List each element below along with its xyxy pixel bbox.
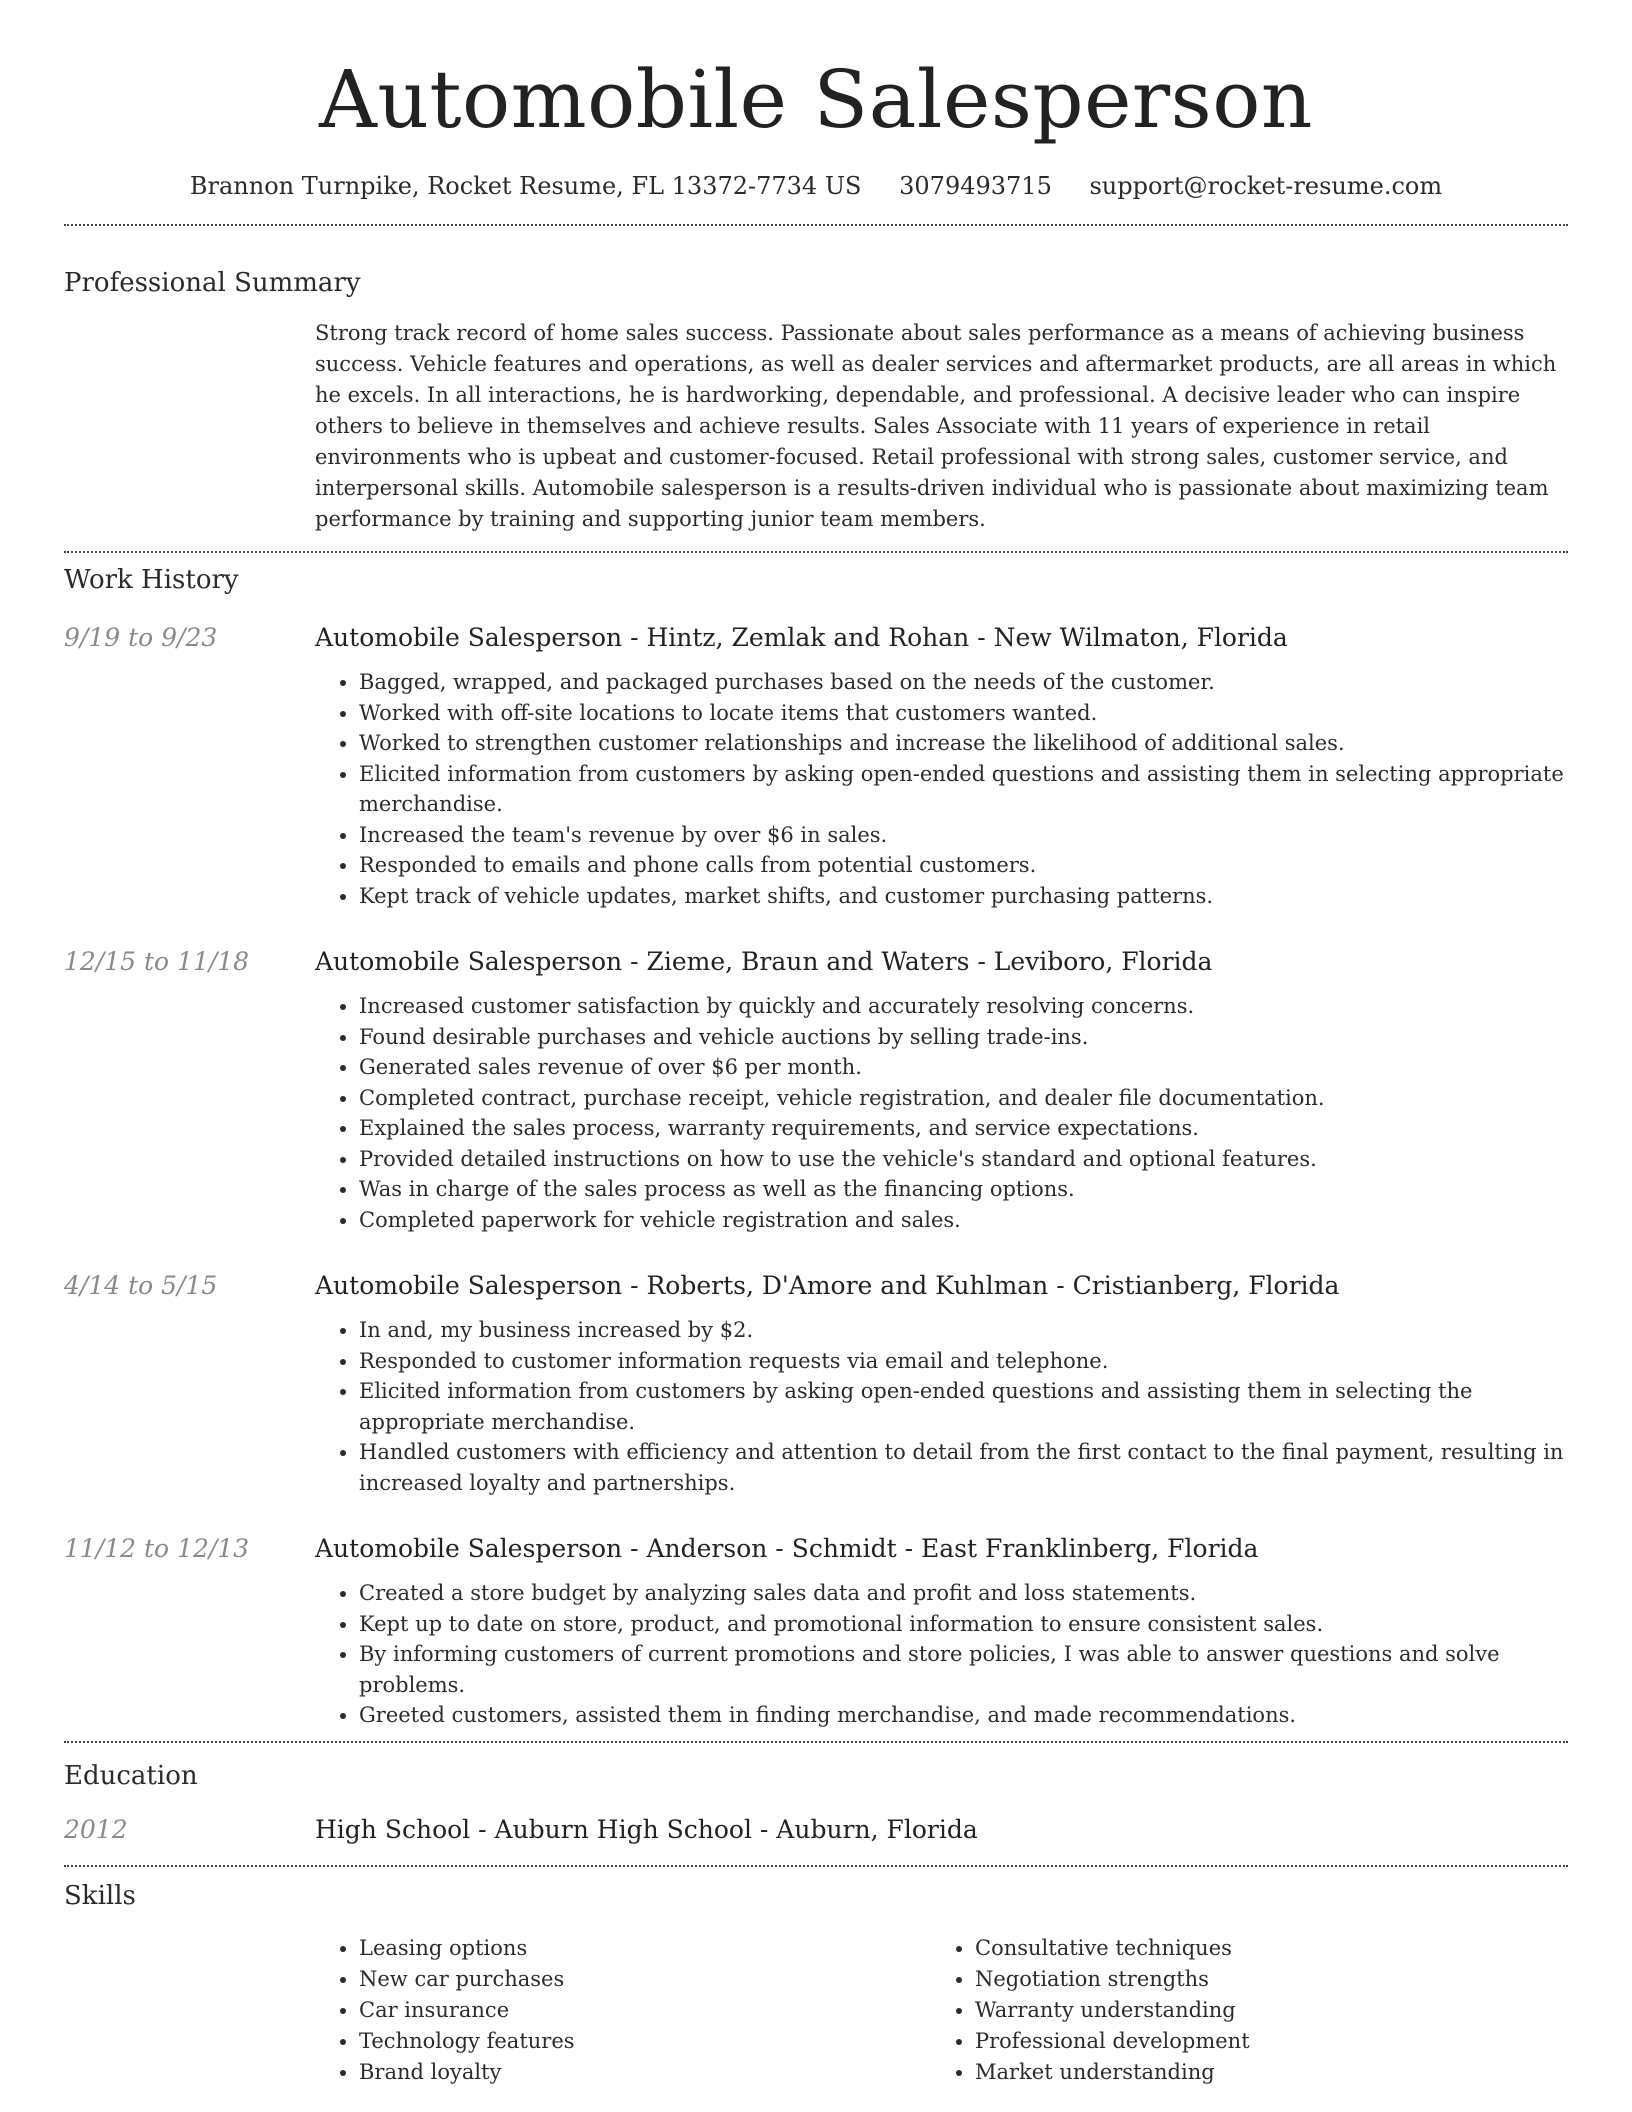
resume-page [64, 0, 1568, 2088]
list-item: • Was in charge of the sales process as well as the financing options. [359, 1174, 1568, 1205]
list-item: • In and, my business increased by $2. [359, 1315, 1568, 1346]
summary-text: Strong track record of home sales success. Passionate about sales performance as a means of achieving business success. Vehicle features and operations, as well as dealer services and aftermarket products, are all areas in which he excels. In all interactions, he is hardworking, dependable, and professional. A decisive leader who can inspire others to believe in themselves and achieve results. Sales Associate with 11 years of experience in retail environments who is upbeat and customer-focused. Retail professional with strong sales, customer service, and interpersonal skills. Automobile salesperson is a results-driven individual who is passionate about maximizing team performance by training and supporting junior team members. [315, 321, 1557, 531]
education-date: 2012 [64, 1814, 128, 1844]
email: support@rocket-resume.com [1089, 172, 1443, 200]
list-item: • Increased the team's revenue by over $6 in sales. [359, 820, 1568, 851]
list-item: • Created a store budget by analyzing sales data and profit and loss statements. [359, 1578, 1568, 1609]
list-item: • Increased customer satisfaction by quickly and accurately resolving concerns. [359, 991, 1568, 1022]
list-item: • Found desirable purchases and vehicle auctions by selling trade-ins. [359, 1022, 1568, 1053]
job-bullets [315, 1578, 1568, 1731]
job-date: 9/19 to 9/23 [64, 623, 218, 652]
divider [64, 224, 1568, 226]
skill-item: • Consultative techniques [975, 1933, 1546, 1964]
skills-list [315, 1933, 1568, 2088]
list-item: • By informing customers of current promotions and store policies, I was able to answer questions and solve problems. [359, 1639, 1568, 1700]
skill-item: • Leasing options [359, 1933, 931, 1964]
job-date: 4/14 to 5/15 [64, 1271, 218, 1300]
job-title: Automobile Salesperson - Hintz, Zemlak and Rohan - New Wilmaton, Florida [315, 623, 1288, 652]
job-date: 11/12 to 12/13 [64, 1534, 250, 1563]
skills-column-left [315, 1933, 931, 2088]
work-history-heading: Work History [64, 565, 239, 595]
list-item: • Elicited information from customers by asking open-ended questions and assisting them in selecting appropriate merchandise. [359, 759, 1568, 820]
list-item: • Elicited information from customers by asking open-ended questions and assisting them in selecting the appropriate merchandise. [359, 1376, 1568, 1437]
skill-item: • Brand loyalty [359, 2057, 931, 2088]
divider [64, 1741, 1568, 1743]
skills-column-right [931, 1933, 1546, 2088]
job-title: Automobile Salesperson - Roberts, D'Amore and Kuhlman - Cristianberg, Florida [315, 1271, 1340, 1300]
skill-item: • Technology features [359, 2026, 931, 2057]
list-item: • Responded to customer information requests via email and telephone. [359, 1346, 1568, 1377]
list-item: • Explained the sales process, warranty requirements, and service expectations. [359, 1113, 1568, 1144]
list-item: • Handled customers with efficiency and attention to detail from the first contact to the final payment, resulting in increased loyalty and partnerships. [359, 1437, 1568, 1498]
list-item: • Completed paperwork for vehicle registration and sales. [359, 1205, 1568, 1236]
list-item: • Responded to emails and phone calls from potential customers. [359, 850, 1568, 881]
job-title: Automobile Salesperson - Anderson - Schmidt - East Franklinberg, Florida [315, 1534, 1259, 1563]
divider [64, 551, 1568, 553]
job-date: 12/15 to 11/18 [64, 947, 250, 976]
job-entry [64, 1532, 1568, 1731]
phone: 3079493715 [899, 172, 1052, 200]
education-title: High School - Auburn High School - Auburn, Florida [315, 1814, 978, 1844]
skill-item: • New car purchases [359, 1964, 931, 1995]
education-heading: Education [64, 1760, 198, 1791]
job-bullets [315, 991, 1568, 1235]
list-item: • Kept track of vehicle updates, market shifts, and customer purchasing patterns. [359, 881, 1568, 912]
list-item: • Completed contract, purchase receipt, vehicle registration, and dealer file documentation. [359, 1083, 1568, 1114]
skills-heading: Skills [64, 1880, 136, 1911]
list-item: • Worked to strengthen customer relationships and increase the likelihood of additional sales. [359, 728, 1568, 759]
contact-line [64, 170, 1568, 202]
skill-item: • Car insurance [359, 1995, 931, 2026]
job-entry [64, 945, 1568, 1235]
job-title: Automobile Salesperson - Zieme, Braun and Waters - Leviboro, Florida [315, 947, 1213, 976]
skill-item: • Professional development [975, 2026, 1546, 2057]
resume-title: Automobile Salesperson [319, 53, 1313, 146]
summary-heading: Professional Summary [64, 268, 361, 298]
job-entry [64, 621, 1568, 911]
divider [64, 1865, 1568, 1867]
job-entry [64, 1269, 1568, 1498]
list-item: • Bagged, wrapped, and packaged purchases based on the needs of the customer. [359, 667, 1568, 698]
skill-item: • Negotiation strengths [975, 1964, 1546, 1995]
address: Brannon Turnpike, Rocket Resume, FL 13372-7734 US [189, 172, 862, 200]
job-bullets [315, 1315, 1568, 1498]
list-item: • Provided detailed instructions on how to use the vehicle's standard and optional features. [359, 1144, 1568, 1175]
education-entry [64, 1813, 1568, 1847]
list-item: • Generated sales revenue of over $6 per month. [359, 1052, 1568, 1083]
skill-item: • Market understanding [975, 2057, 1546, 2088]
list-item: • Greeted customers, assisted them in finding merchandise, and made recommendations. [359, 1700, 1568, 1731]
job-bullets [315, 667, 1568, 911]
list-item: • Kept up to date on store, product, and promotional information to ensure consistent sales. [359, 1609, 1568, 1640]
skill-item: • Warranty understanding [975, 1995, 1546, 2026]
list-item: • Worked with off-site locations to locate items that customers wanted. [359, 698, 1568, 729]
